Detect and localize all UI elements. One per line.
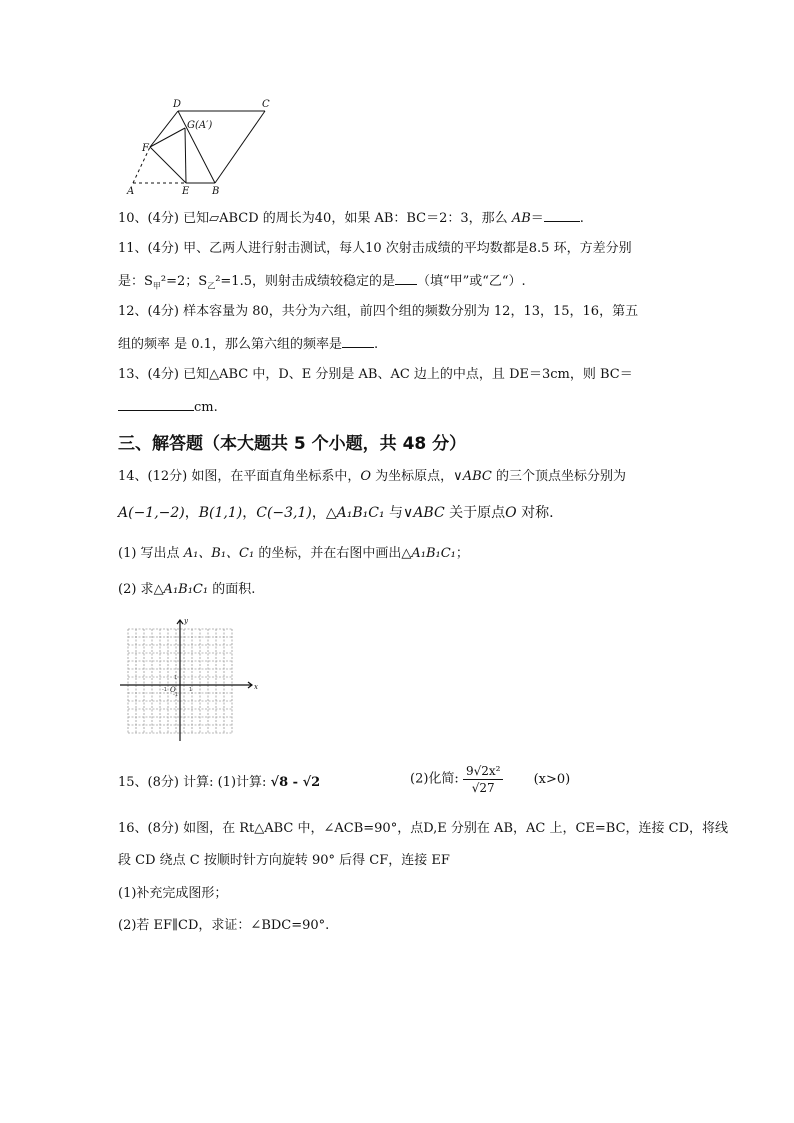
question-14-part2 — [118, 582, 255, 598]
q14-text-b: 为坐标原点，∨ — [371, 469, 463, 484]
question-16-line2: 段 CD 绕点 C 按顺时针方向旋转 90° 后得 CF，连接 EF — [118, 853, 450, 868]
label-a: A — [127, 186, 135, 197]
seg-fg — [150, 128, 185, 147]
q14-triangle: ABC — [462, 469, 492, 484]
sep-1: ， — [184, 505, 199, 521]
p1-text-a: (1) 写出点 — [118, 546, 184, 561]
q10-text: 10、(4分) 已知▱ABCD 的周长为40，如果 AB：BC＝2：3，那么 — [118, 211, 512, 226]
q12-answer-blank[interactable] — [342, 335, 374, 348]
y-axis-label: y — [184, 617, 188, 625]
label-g: G(A′) — [187, 120, 213, 131]
q15-part2-label: (2)化简: — [410, 771, 459, 787]
question-12-line2 — [118, 335, 378, 353]
triangle-a1b1c1: △A₁B₁C₁ — [325, 505, 385, 521]
label-f: F — [142, 143, 149, 154]
q15-condition: (x>0) — [533, 771, 571, 787]
label-c: C — [262, 99, 270, 110]
question-11-line2 — [118, 272, 526, 295]
q15-label: 15、(8分) 计算: (1)计算: — [118, 775, 271, 790]
q15-numerator: 9√2x² — [463, 763, 504, 780]
edge-fd — [150, 111, 178, 147]
q12-end: . — [373, 337, 379, 352]
q11-sub-yi: 乙 — [207, 281, 216, 291]
p2-text-a: (2) 求 — [118, 582, 154, 597]
question-14-line2 — [118, 505, 554, 521]
q11-part-b: ²=2；S — [160, 274, 208, 289]
point-a: A(−1,−2) — [118, 505, 185, 521]
q14-text-c: 的三个顶点坐标分别为 — [491, 469, 626, 484]
question-16-line1: 16、(8分) 如图，在 Rt△ABC 中，∠ACB=90°，点D,E 分别在 AB，AC 上，CE=BC，连接 CD，将线 — [118, 821, 729, 836]
q12-text: 组的频率 是 0.1，那么第六组的频率是 — [118, 337, 342, 352]
q11-part-a: 是：S — [118, 274, 153, 289]
q14-rel: 关于原点 — [444, 505, 506, 521]
label-b: B — [212, 186, 220, 197]
q10-eq: ＝ — [530, 211, 544, 226]
p2-triangle: △A₁B₁C₁ — [153, 582, 209, 597]
point-b: B(1,1) — [198, 505, 243, 521]
question-14-part1 — [118, 546, 469, 562]
question-14-line1 — [118, 469, 626, 485]
tick-y-neg1: -1 — [173, 692, 178, 698]
question-13-line1: 13、(4分) 已知△ABC 中，D、E 分别是 AB、AC 边上的中点，且 DE＝3cm，则 BC＝ — [118, 367, 633, 382]
label-d: D — [173, 99, 182, 110]
p1-text-b: 的坐标，并在右图中画出 — [254, 546, 402, 561]
tick-x-neg1: -1 — [162, 687, 167, 693]
point-c: C(−3,1) — [256, 505, 312, 521]
q11-part-d: （填“甲”或“乙“）. — [416, 274, 526, 289]
edge-cb — [215, 111, 265, 183]
triangle-abc: ABC — [413, 505, 445, 521]
q15-fraction — [463, 763, 504, 796]
q14-end: 对称. — [516, 505, 554, 521]
question-11-line1: 11、(4分) 甲、乙两人进行射击测试，每人10 次射击成绩的平均数都是8.5 环，方差分别 — [118, 241, 632, 256]
q11-answer-blank[interactable] — [395, 272, 417, 285]
question-16-part1: (1)补充完成图形； — [118, 886, 228, 901]
q15-denominator: √27 — [471, 781, 495, 795]
label-e: E — [182, 186, 190, 197]
question-12-line1: 12、(4分) 样本容量为 80，共分为六组，前四个组的频数分别为 12，13，15，16，第五 — [118, 304, 639, 319]
q10-answer-blank[interactable] — [544, 209, 580, 222]
question-15 — [118, 775, 320, 791]
seg-fe — [150, 147, 186, 183]
p1-triangle: △A₁B₁C₁ — [401, 546, 456, 561]
q15-expr-1: √8 - √2 — [270, 775, 321, 790]
q10-suffix: . — [579, 211, 584, 226]
q14-origin: O — [360, 469, 372, 484]
x-axis-label: x — [254, 683, 258, 691]
coordinate-grid — [118, 614, 262, 744]
p1-end: ； — [455, 546, 469, 561]
question-13-line2 — [118, 398, 218, 416]
parallelogram-figure — [118, 96, 288, 198]
p1-points: A₁、B₁、C₁ — [183, 546, 255, 561]
question-10 — [118, 209, 584, 227]
tick-y-1: 1 — [174, 675, 178, 681]
origin-o: O — [505, 505, 517, 521]
q14-text-a: 14、(12分) 如图，在平面直角坐标系中， — [118, 469, 361, 484]
q11-part-c: ²=1.5，则射击成绩较稳定的是 — [215, 274, 395, 289]
question-16-part2: (2)若 EF∥CD，求证：∠BDC=90°. — [118, 918, 330, 933]
q11-sub-jia: 甲 — [152, 281, 161, 291]
section-3-heading: 三、解答题（本大题共 5 个小题，共 48 分） — [118, 434, 467, 454]
origin-label: O — [170, 686, 176, 694]
sep-3: ， — [311, 505, 326, 521]
q10-var: AB — [511, 211, 531, 226]
q13-answer-blank[interactable] — [118, 398, 194, 411]
p2-end: 的面积. — [208, 582, 256, 597]
q13-end: cm. — [194, 400, 218, 415]
seg-ge — [185, 128, 186, 183]
tick-x-1: 1 — [189, 687, 193, 693]
question-15-part2 — [410, 763, 570, 796]
sep-2: ， — [242, 505, 257, 521]
q14-mid: 与∨ — [384, 505, 414, 521]
